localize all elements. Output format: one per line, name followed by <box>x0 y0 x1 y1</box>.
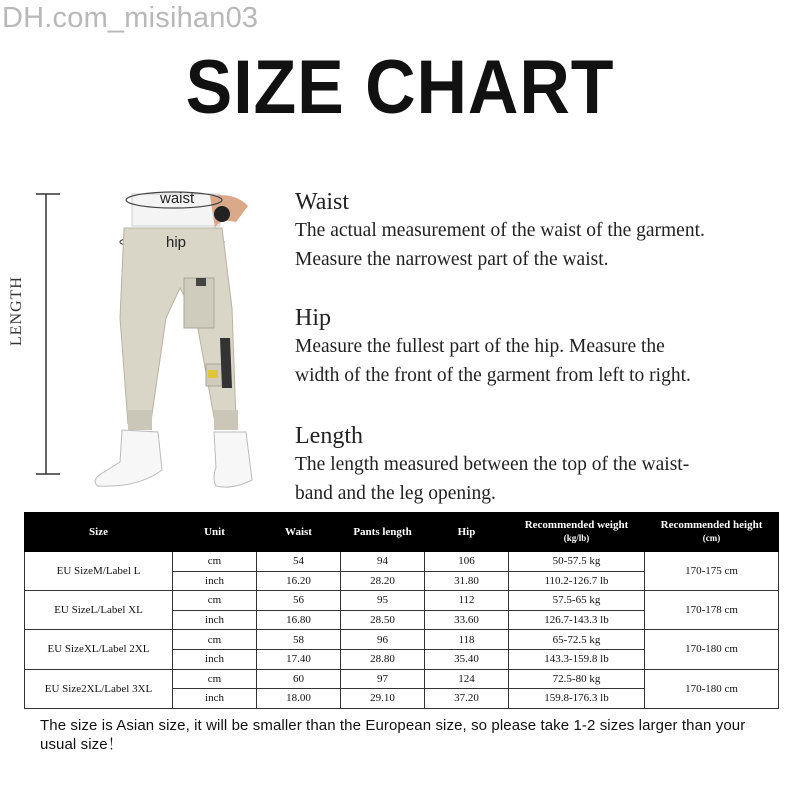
header-unit: Unit <box>173 513 257 552</box>
hip-cell: 37.20 <box>425 689 509 709</box>
waist-cell: 58 <box>257 630 341 650</box>
table-header-row <box>25 513 779 552</box>
waist-cell: 54 <box>257 552 341 572</box>
length-description <box>295 422 790 508</box>
hip-cell: 106 <box>425 552 509 572</box>
hip-cell: 124 <box>425 669 509 689</box>
size-cell: EU SizeL/Label XL <box>25 591 173 630</box>
header-recommended-height: Recommended height (cm) <box>645 513 779 552</box>
size-cell: EU SizeM/Label L <box>25 552 173 591</box>
unit-cell: inch <box>173 571 257 591</box>
hip-line-2: width of the front of the garment from left to right. <box>295 365 691 386</box>
waist-cell: 16.80 <box>257 610 341 630</box>
length-cell: 97 <box>341 669 425 689</box>
height-cell: 170-180 cm <box>645 630 779 669</box>
length-cell: 95 <box>341 591 425 611</box>
watermark: DH.com_misihan03 <box>2 2 259 34</box>
weight-cell: 57.5-65 kg <box>509 591 645 611</box>
height-cell: 170-178 cm <box>645 591 779 630</box>
hip-heading: Hip <box>295 305 331 331</box>
waist-cell: 16.20 <box>257 571 341 591</box>
table-row <box>25 630 779 650</box>
waist-line-1: The actual measurement of the waist of the garment. <box>295 220 705 241</box>
header-waist: Waist <box>257 513 341 552</box>
size-cell: EU Size2XL/Label 3XL <box>25 669 173 708</box>
weight-cell: 72.5-80 kg <box>509 669 645 689</box>
pants-illustration <box>20 188 275 498</box>
unit-cell: cm <box>173 552 257 572</box>
table-row <box>25 591 779 611</box>
waist-cell: 17.40 <box>257 649 341 669</box>
unit-cell: cm <box>173 630 257 650</box>
header-recommended-weight: Recommended weight (kg/lb) <box>509 513 645 552</box>
hip-description <box>295 304 790 390</box>
hip-cell: 112 <box>425 591 509 611</box>
waist-heading: Waist <box>295 189 350 215</box>
length-cell: 28.20 <box>341 571 425 591</box>
size-table <box>24 512 779 709</box>
weight-cell: 126.7-143.3 lb <box>509 610 645 630</box>
size-note: The size is Asian size, it will be smaller than the European size, so please take 1-2 sizes larger than your usual size！ <box>40 717 746 753</box>
unit-cell: cm <box>173 669 257 689</box>
length-heading: Length <box>295 423 363 449</box>
unit-cell: inch <box>173 610 257 630</box>
weight-cell: 143.3-159.8 lb <box>509 649 645 669</box>
unit-cell: inch <box>173 689 257 709</box>
height-cell: 170-180 cm <box>645 669 779 708</box>
hip-label: hip <box>166 234 187 251</box>
length-cell: 28.50 <box>341 610 425 630</box>
hip-cell: 33.60 <box>425 610 509 630</box>
length-line-1: The length measured between the top of the waist- <box>295 454 690 475</box>
unit-cell: cm <box>173 591 257 611</box>
weight-cell: 50-57.5 kg <box>509 552 645 572</box>
header-pants-length: Pants length <box>341 513 425 552</box>
hip-cell: 35.40 <box>425 649 509 669</box>
unit-cell: inch <box>173 649 257 669</box>
hip-cell: 31.80 <box>425 571 509 591</box>
length-cell: 94 <box>341 552 425 572</box>
waist-cell: 56 <box>257 591 341 611</box>
page-title: SIZE CHART <box>185 45 615 130</box>
header-size: Size <box>25 513 173 552</box>
weight-cell: 65-72.5 kg <box>509 630 645 650</box>
hip-cell: 118 <box>425 630 509 650</box>
size-cell: EU SizeXL/Label 2XL <box>25 630 173 669</box>
waist-line-2: Measure the narrowest part of the waist. <box>295 249 609 270</box>
hip-line-1: Measure the fullest part of the hip. Measure the <box>295 336 665 357</box>
weight-cell: 110.2-126.7 lb <box>509 571 645 591</box>
length-cell: 29.10 <box>341 689 425 709</box>
waist-cell: 60 <box>257 669 341 689</box>
length-line-2: band and the leg opening. <box>295 483 496 504</box>
length-cell: 96 <box>341 630 425 650</box>
waist-description <box>295 188 790 274</box>
table-row <box>25 669 779 689</box>
length-cell: 28.80 <box>341 649 425 669</box>
waist-cell: 18.00 <box>257 689 341 709</box>
length-label: LENGTH <box>8 276 25 346</box>
header-hip: Hip <box>425 513 509 552</box>
height-cell: 170-175 cm <box>645 552 779 591</box>
weight-cell: 159.8-176.3 lb <box>509 689 645 709</box>
table-row <box>25 552 779 572</box>
waist-label: waist <box>160 190 195 207</box>
